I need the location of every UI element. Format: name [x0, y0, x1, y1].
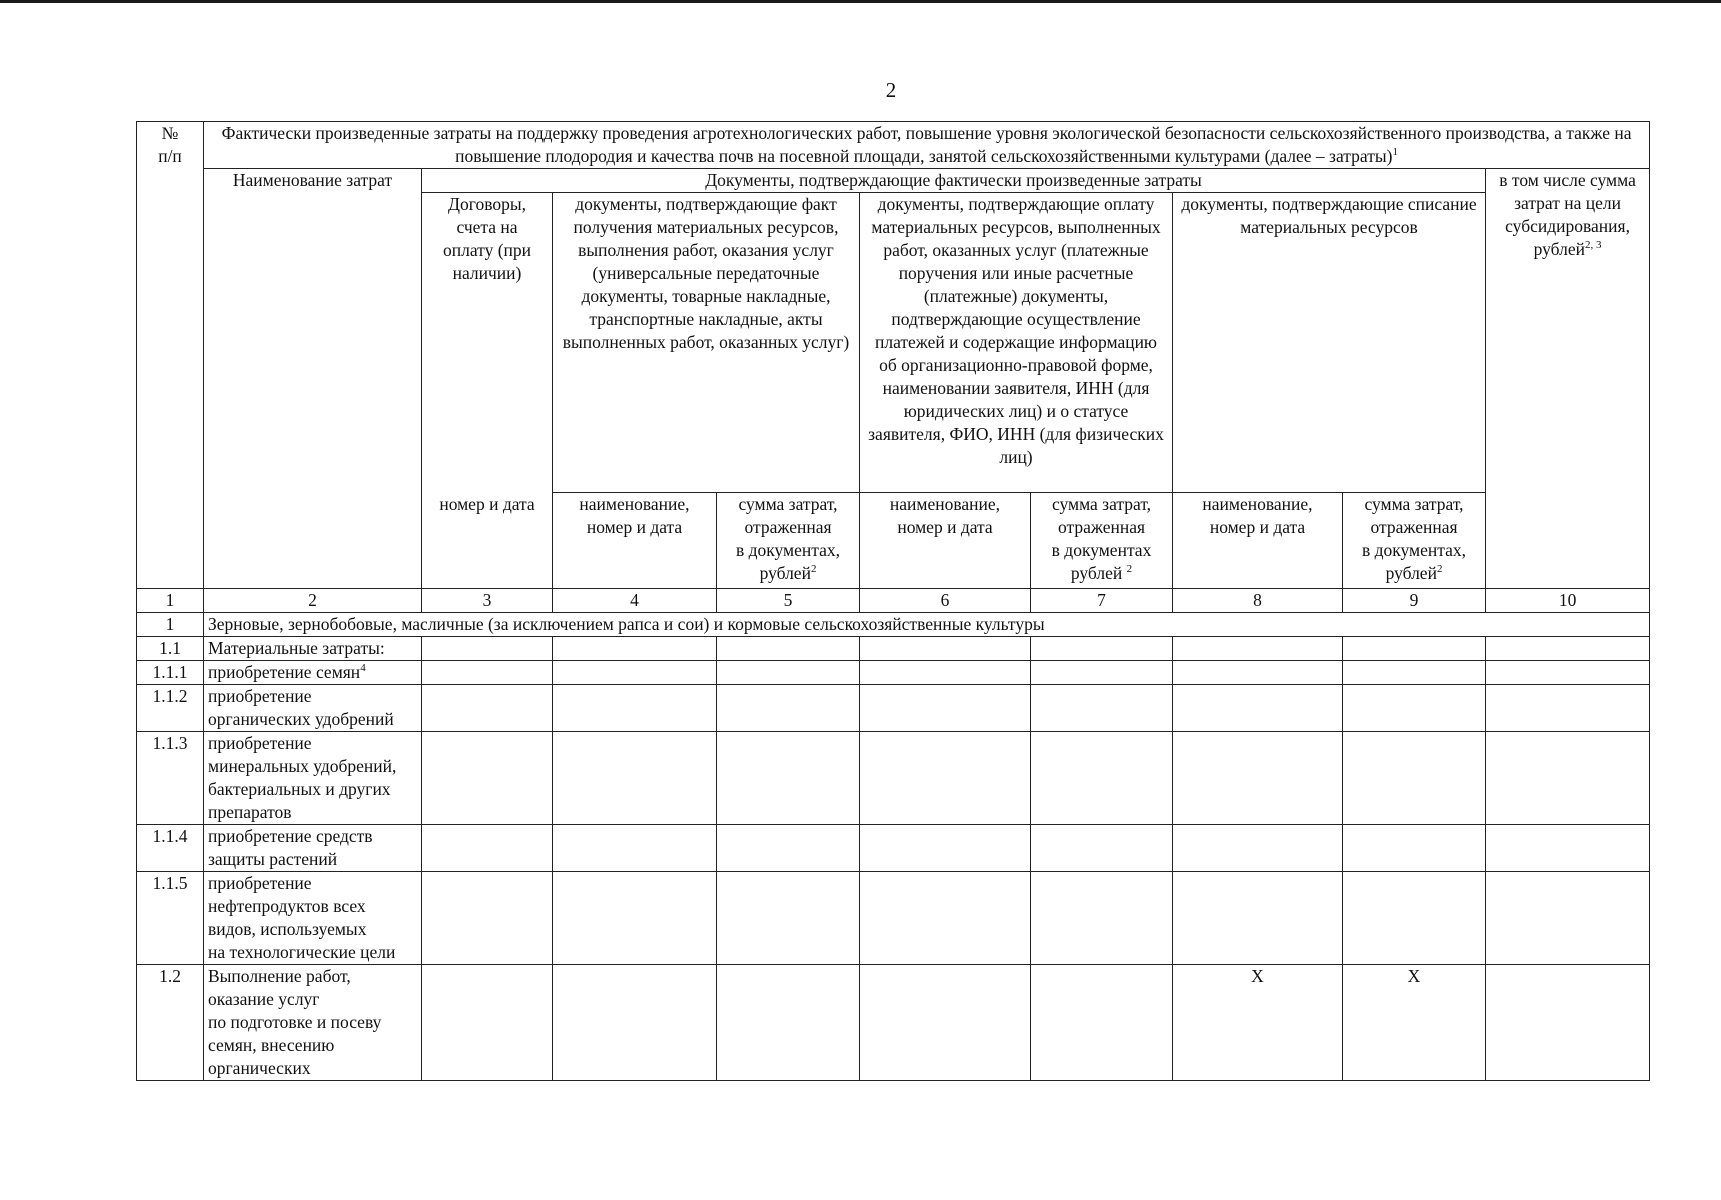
table-row: [137, 661, 1650, 685]
header-subsidy-col: в том числе сумма затрат на цели субсидирования, рублей$^{2, 3}$: [1486, 169, 1650, 589]
row-cell-col7: [1031, 965, 1173, 1081]
page-number: 2: [885, 78, 897, 102]
page-top-border: [0, 0, 1721, 3]
row-cell-col9: [1343, 825, 1486, 872]
row-cost-name: приобретение органических удобрений: [204, 685, 422, 732]
costs-table: [136, 121, 1650, 1081]
section-row: [137, 613, 1650, 637]
row-cell-col10: [1486, 732, 1650, 825]
table-row: [137, 965, 1650, 1081]
row-cell-col6: [860, 637, 1031, 661]
row-cost-name: приобретение семян$^4$: [204, 661, 422, 685]
row-number: 1.1.2: [137, 685, 204, 732]
row-cell-col7: [1031, 732, 1173, 825]
row-cell-col4: [553, 732, 717, 825]
row-number: 1.2: [137, 965, 204, 1081]
section-number: 1: [137, 613, 204, 637]
row-cell-col7: [1031, 872, 1173, 965]
row-cell-col5: [717, 637, 860, 661]
row-cell-col7: [1031, 661, 1173, 685]
column-number: 6: [860, 589, 1031, 613]
row-cell-col8: [1173, 825, 1343, 872]
subhead-name-number-date-4: наименование, номер и дата: [553, 493, 717, 589]
header-writeoff-docs: документы, подтверждающие списание материальных ресурсов: [1173, 193, 1486, 493]
column-number: 4: [553, 589, 717, 613]
row-number: 1.1: [137, 637, 204, 661]
header-main-title: Фактически произведенные затраты на поддержку проведения агротехнологических работ, повышение уровня экологической безопасности сельскохозяйственного производства, а также на повышение плодородия и качества почв на посевной площади, занятой сельскохозяйственными культурами (далее – затраты)$^1$: [204, 122, 1650, 169]
row-cell-col8: [1173, 637, 1343, 661]
row-cell-col3: [422, 685, 553, 732]
column-number-row: [137, 589, 1650, 613]
row-cell-col9: [1343, 661, 1486, 685]
row-cell-col9: [1343, 872, 1486, 965]
column-number: 1: [137, 589, 204, 613]
header-payment-docs: документы, подтверждающие оплату материальных ресурсов, выполненных работ, оказанных услуг (платежные поручения или иные расчетные (платежные) документы, подтверждающие осуществление платежей и содержащие информацию об организационно-правовой форме, наименовании заявителя, ИНН (для юридических лиц) и о статусе заявителя, ФИО, ИНН (для физических лиц): [860, 193, 1173, 493]
row-cell-col5: [717, 685, 860, 732]
row-cell-col10: [1486, 685, 1650, 732]
row-cell-col7: [1031, 825, 1173, 872]
row-cell-col3: [422, 965, 553, 1081]
header-receipt-docs: документы, подтверждающие факт получения материальных ресурсов, выполнения работ, оказания услуг (универсальные передаточные документы, товарные накладные, транспортные накладные, акты выполненных работ, оказанных услуг): [553, 193, 860, 493]
row-cell-col6: [860, 732, 1031, 825]
row-cell-col3: [422, 732, 553, 825]
row-cost-name: приобретение минеральных удобрений, бактериальных и других препаратов: [204, 732, 422, 825]
table-row: [137, 872, 1650, 965]
row-cell-col8: [1173, 872, 1343, 965]
row-cell-col9: [1343, 637, 1486, 661]
subhead-name-number-date-8: наименование, номер и дата: [1173, 493, 1343, 589]
row-cell-col3: [422, 872, 553, 965]
row-cell-col6: [860, 661, 1031, 685]
column-number: 9: [1343, 589, 1486, 613]
subhead-sum-7: сумма затрат, отраженная в документах рублей $^2$: [1031, 493, 1173, 589]
row-cell-col4: [553, 965, 717, 1081]
column-number: 7: [1031, 589, 1173, 613]
row-number: 1.1.3: [137, 732, 204, 825]
row-cell-col9: [1343, 685, 1486, 732]
row-cell-col8: [1173, 685, 1343, 732]
section-title: Зерновые, зернобобовые, масличные (за исключением рапса и сои) и кормовые сельскохозяйственные культуры: [204, 613, 1650, 637]
row-cost-name: Материальные затраты:: [204, 637, 422, 661]
row-cell-col3: [422, 637, 553, 661]
row-cost-name: приобретение средств защиты растений: [204, 825, 422, 872]
row-cell-col4: [553, 685, 717, 732]
table-row: [137, 732, 1650, 825]
row-cell-col7: [1031, 685, 1173, 732]
row-cost-name: приобретение нефтепродуктов всех видов, используемых на технологические цели: [204, 872, 422, 965]
header-row-title: [137, 122, 1650, 169]
table-row: [137, 685, 1650, 732]
column-number: 10: [1486, 589, 1650, 613]
row-cell-col8: Х: [1173, 965, 1343, 1081]
row-number: 1.1.1: [137, 661, 204, 685]
row-cell-col10: [1486, 637, 1650, 661]
subhead-sum-5: сумма затрат, отраженная в документах, рублей$^2$: [717, 493, 860, 589]
row-cell-col5: [717, 872, 860, 965]
row-cell-col3: [422, 825, 553, 872]
row-cell-col7: [1031, 637, 1173, 661]
row-cell-col5: [717, 965, 860, 1081]
row-cell-col5: [717, 661, 860, 685]
header-row-groups: [137, 169, 1650, 193]
table-row: [137, 825, 1650, 872]
row-cell-col10: [1486, 661, 1650, 685]
row-cell-col9: Х: [1343, 965, 1486, 1081]
row-cell-col4: [553, 825, 717, 872]
subhead-name-number-date-6: наименование, номер и дата: [860, 493, 1031, 589]
row-cell-col10: [1486, 872, 1650, 965]
header-cost-name: Наименование затрат: [204, 169, 422, 589]
header-contracts: Договоры, счета на оплату (при наличии): [422, 193, 553, 493]
row-cell-col8: [1173, 732, 1343, 825]
row-cell-col6: [860, 825, 1031, 872]
row-cell-col6: [860, 872, 1031, 965]
column-number: 5: [717, 589, 860, 613]
cost-rows: [137, 637, 1650, 1081]
row-cell-col4: [553, 637, 717, 661]
row-cell-col9: [1343, 732, 1486, 825]
row-cell-col5: [717, 825, 860, 872]
row-cost-name: Выполнение работ, оказание услуг по подготовке и посеву семян, внесению органических: [204, 965, 422, 1081]
row-number: 1.1.4: [137, 825, 204, 872]
row-cell-col4: [553, 661, 717, 685]
row-cell-col4: [553, 872, 717, 965]
subhead-number-date: номер и дата: [422, 493, 553, 589]
column-number: 2: [204, 589, 422, 613]
header-num-col: № п/п: [137, 122, 204, 589]
row-cell-col8: [1173, 661, 1343, 685]
row-number: 1.1.5: [137, 872, 204, 965]
row-cell-col3: [422, 661, 553, 685]
column-number: 3: [422, 589, 553, 613]
header-documents-group: Документы, подтверждающие фактически произведенные затраты: [422, 169, 1486, 193]
row-cell-col6: [860, 685, 1031, 732]
row-cell-col6: [860, 965, 1031, 1081]
table-row: [137, 637, 1650, 661]
row-cell-col10: [1486, 825, 1650, 872]
row-cell-col10: [1486, 965, 1650, 1081]
column-number: 8: [1173, 589, 1343, 613]
row-cell-col5: [717, 732, 860, 825]
subhead-sum-9: сумма затрат, отраженная в документах, рублей$^2$: [1343, 493, 1486, 589]
